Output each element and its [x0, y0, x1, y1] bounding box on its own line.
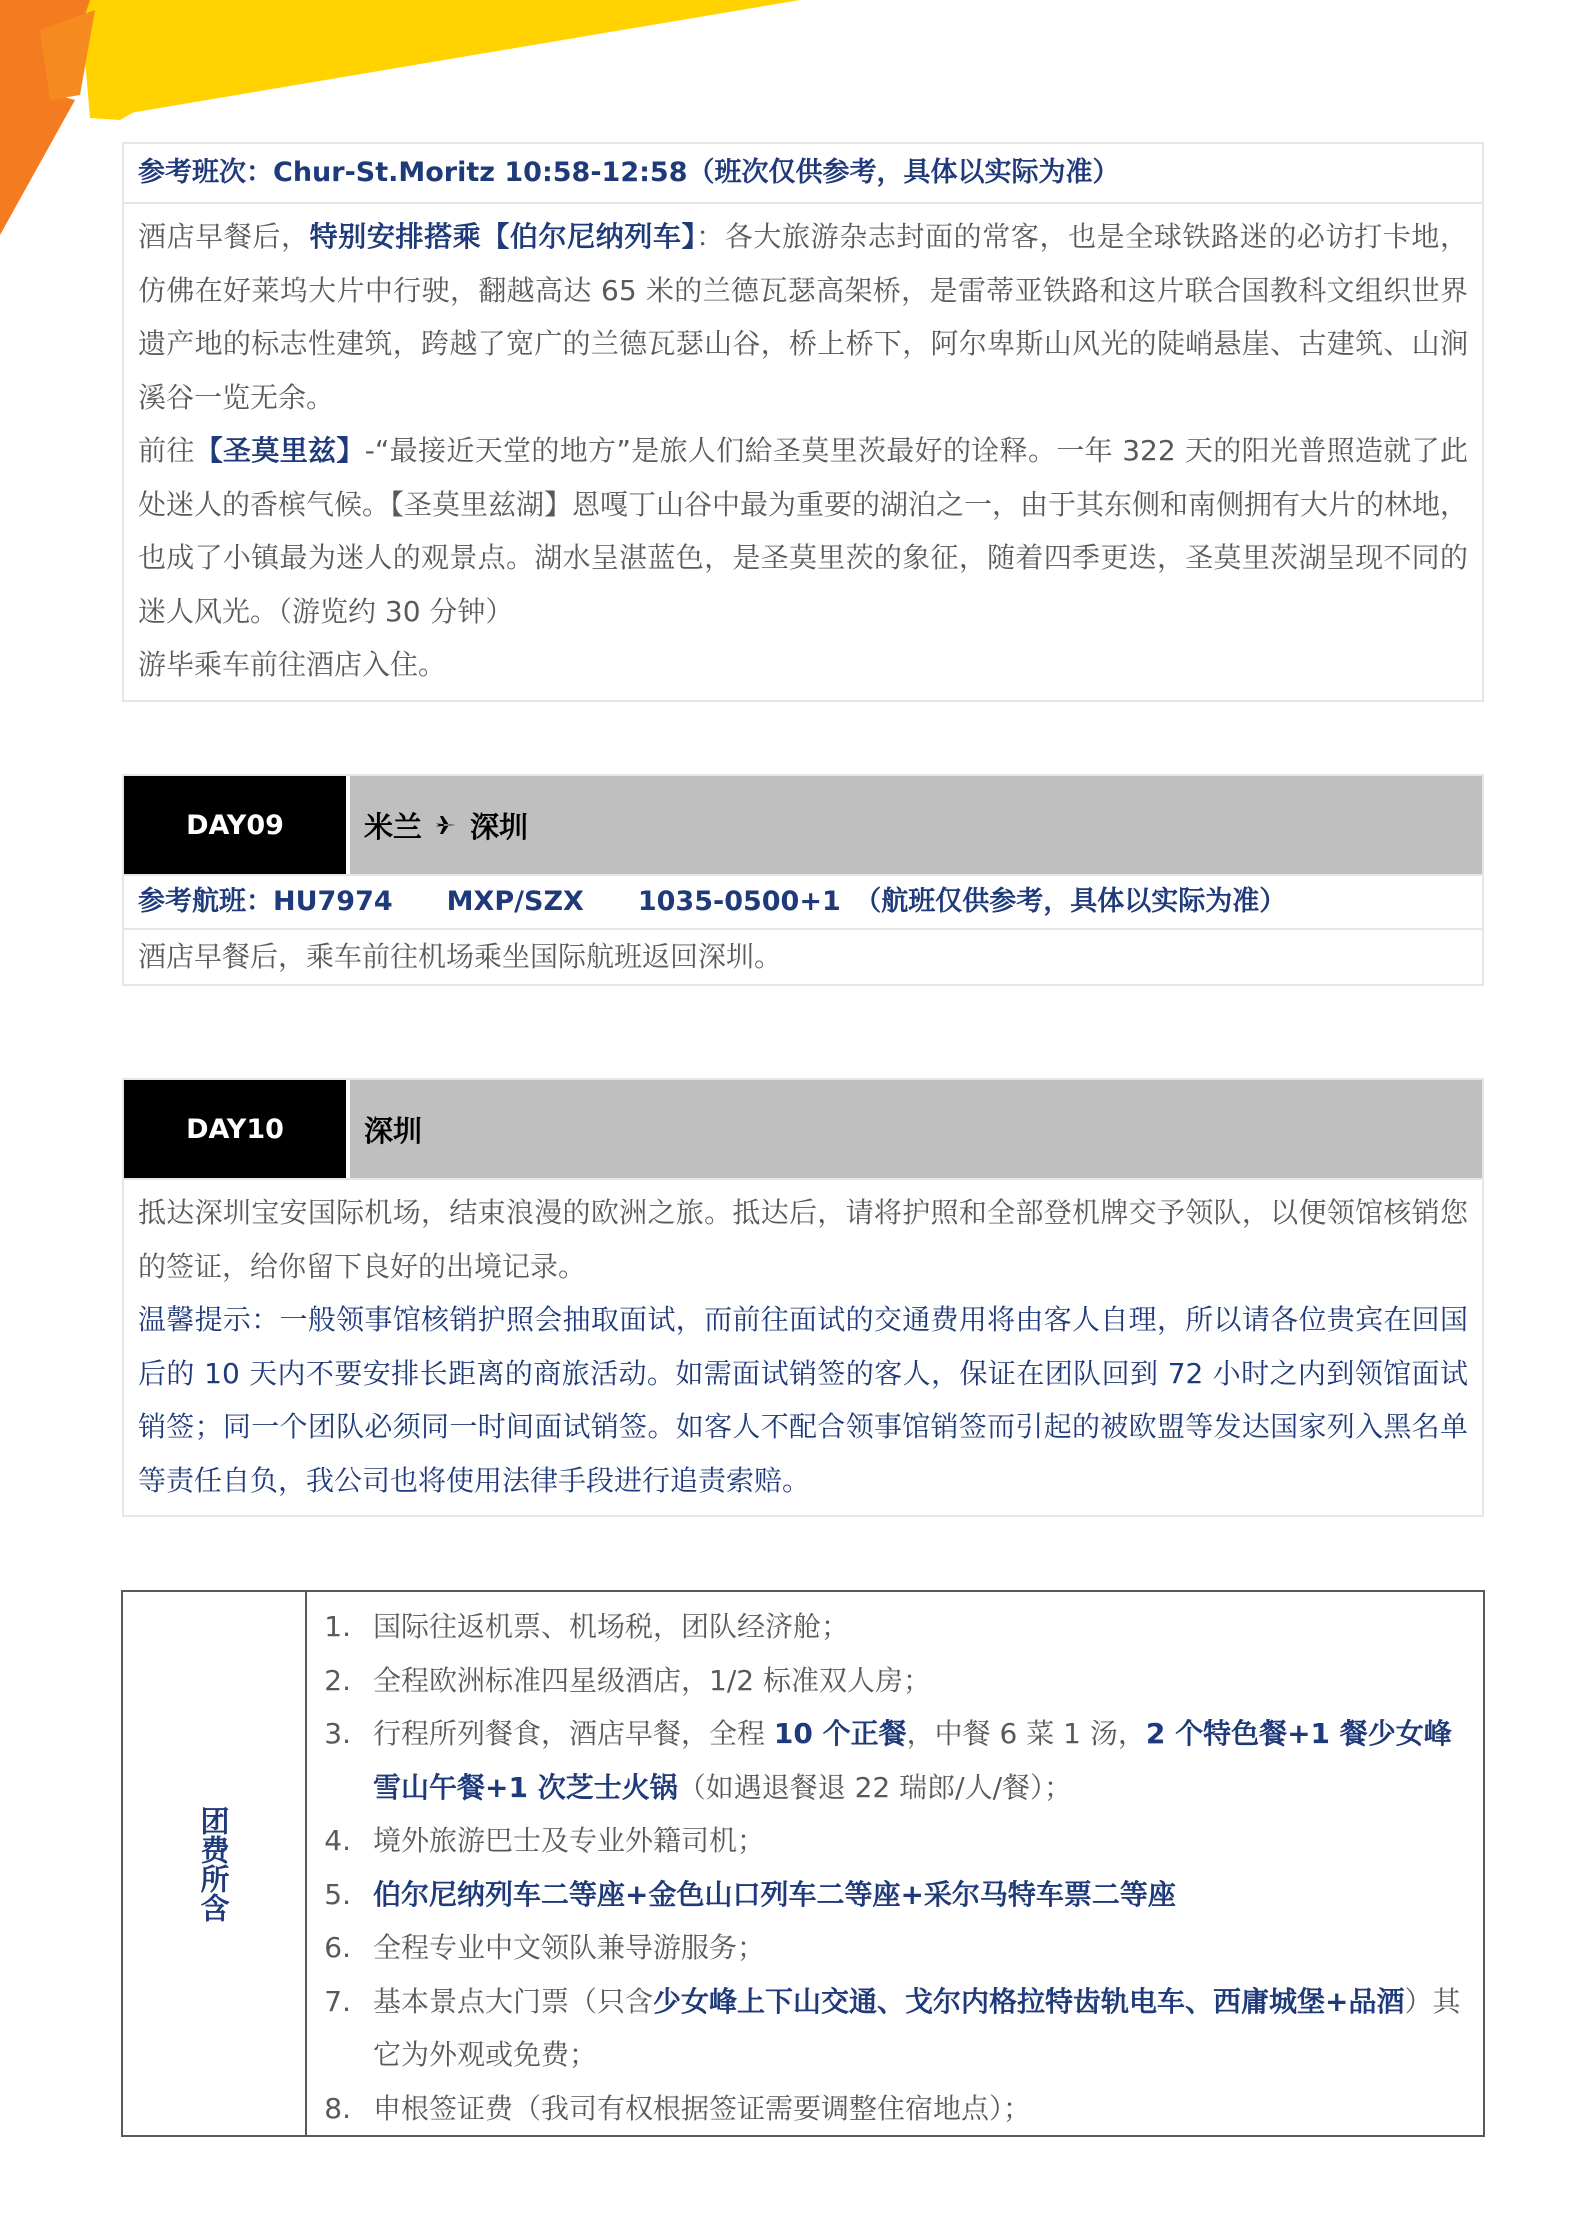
arrival-text: 抵达深圳宝安国际机场，结束浪漫的欧洲之旅。抵达后，请将护照和全部登机牌交予领队，以便领馆核销您的签证，给你留下良好的出境记录。 — [138, 1196, 1468, 1283]
day09-label: DAY09 — [124, 776, 346, 874]
list-item — [307, 1868, 1469, 1922]
text-segment: ）其它为外观或免费； — [373, 1984, 1461, 2071]
text-segment: 前往 — [138, 434, 195, 467]
highlight-st-moritz: 【圣莫里兹】 — [194, 434, 365, 467]
item-text: 全程专业中文领队兼导游服务； — [373, 1931, 766, 1964]
text-segment: 酒店早餐后， — [138, 220, 310, 253]
flight-reference: 参考航班：HU7974 MXP/SZX 1035-0500+1 （航班仅供参考，具体以实际为准） — [124, 876, 1482, 930]
item-number: 5. — [324, 1877, 351, 1911]
day08-description — [124, 204, 1482, 700]
route-to: 深圳 — [470, 809, 529, 844]
item-number: 6. — [324, 1931, 351, 1964]
day09-header — [124, 776, 1482, 876]
day10-label: DAY10 — [124, 1080, 346, 1178]
day10-header — [124, 1080, 1482, 1180]
item-number: 3. — [324, 1717, 351, 1750]
item-number: 2. — [324, 1663, 351, 1697]
item-text — [373, 1975, 1469, 2082]
day09-description: 酒店早餐后，乘车前往机场乘坐国际航班返回深圳。 — [138, 940, 783, 973]
item-text: 国际往返机票、机场税，团队经济舱； — [373, 1610, 850, 1643]
highlight-bernina-train: 特别安排搭乘【伯尔尼纳列车】 — [309, 220, 697, 253]
list-item — [307, 1814, 1469, 1868]
day10-title: 深圳 — [350, 1080, 1482, 1178]
day09-title — [350, 776, 1482, 874]
item-number: 1. — [324, 1610, 351, 1643]
route-from: 米兰 — [364, 809, 423, 844]
list-item — [307, 1654, 1469, 1708]
day10-description — [124, 1180, 1482, 1515]
itinerary-block-day09 — [122, 774, 1484, 986]
item-text: 伯尔尼纳列车二等座+金色山口列车二等座+采尔马特车票二等座 — [373, 1877, 1176, 1911]
list-item — [307, 1600, 1469, 1654]
list-item — [307, 1707, 1469, 1814]
fee-heading: 团费所含 — [196, 1805, 231, 1922]
text-segment: 基本景点大门票（只含 — [373, 1984, 654, 2018]
list-item — [307, 2082, 1469, 2136]
item-text: 全程欧洲标准四星级酒店，1/2 标准双人房； — [373, 1663, 931, 1697]
item-number: 7. — [324, 1984, 351, 2018]
text-segment: （如遇退餐退 22 瑞郎/人/餐）； — [677, 1770, 1073, 1804]
fee-heading-cell — [123, 1592, 307, 2135]
text-segment: 行程所列餐食，酒店早餐，全程 — [373, 1717, 774, 1750]
text-segment: ，中餐 6 菜 1 汤， — [906, 1717, 1146, 1750]
item-text: 申根签证费（我司有权根据签证需要调整住宿地点）； — [373, 2091, 1032, 2125]
list-item — [307, 1975, 1469, 2082]
itinerary-block-day10 — [122, 1078, 1484, 1517]
hotel-checkin-text: 游毕乘车前往酒店入住。 — [138, 648, 447, 681]
item-text: 境外旅游巴士及专业外籍司机； — [373, 1824, 766, 1857]
fee-items-list — [307, 1592, 1483, 2135]
highlight-tickets: 少女峰上下山交通、戈尔内格拉特齿轨电车、西庸城堡+品酒 — [653, 1984, 1405, 2018]
item-number: 8. — [324, 2091, 351, 2125]
warm-tip: 温馨提示：一般领事馆核销护照会抽取面试，而前往面试的交通费用将由客人自理，所以请各位贵宾在回国后的 10 天内不要安排长距离的商旅活动。如需面试销签的客人，保证在团队回到 72 小时之内到领馆面试销签；同一个团队必须同一时间面试销签。如客人不配合领事馆销签而引起的被欧盟等发达国家列入黑名单等责任自负，我公司也将使用法律手段进行追责索赔。 — [138, 1303, 1468, 1497]
itinerary-block-day08 — [122, 142, 1484, 702]
text-segment: ：各大旅游杂志封面的常客，也是全球铁路迷的必访打卡地，仿佛在好莱坞大片中行驶，翻越高达 65 米的兰德瓦瑟高架桥，是雷蒂亚铁路和这片联合国教科文组织世界遗产地的标志性建筑，跨越了宽广的兰德瓦瑟山谷，桥上桥下，阿尔卑斯山风光的陡峭悬崖、古建筑、山涧溪谷一览无余。 — [138, 220, 1468, 414]
item-number: 4. — [324, 1824, 351, 1857]
airplane-icon — [434, 813, 458, 837]
train-reference: 参考班次：Chur-St.Moritz 10:58-12:58（班次仅供参考，具体以实际为准） — [124, 144, 1482, 204]
highlight-meals: 10 个正餐 — [773, 1717, 907, 1750]
text-segment: -“最接近天堂的地方”是旅人们給圣莫里茨最好的诠释。一年 322 天的阳光普照造就了此处迷人的香槟气候。【圣莫里兹湖】恩嘎丁山谷中最为重要的湖泊之一，由于其东侧和南侧拥有大片的林地，也成了小镇最为迷人的观景点。湖水呈湛蓝色，是圣莫里茨的象征，随着四季更迭，圣莫里茨湖呈现不同的迷人风光。（游览约 30 分钟） — [138, 434, 1469, 628]
highlight-special-meals: 2 个特色餐+1 餐少女峰雪山午餐+1 次芝士火锅 — [373, 1717, 1452, 1804]
item-text — [373, 1707, 1469, 1814]
list-item — [307, 1921, 1469, 1975]
fee-includes-table — [121, 1590, 1485, 2137]
